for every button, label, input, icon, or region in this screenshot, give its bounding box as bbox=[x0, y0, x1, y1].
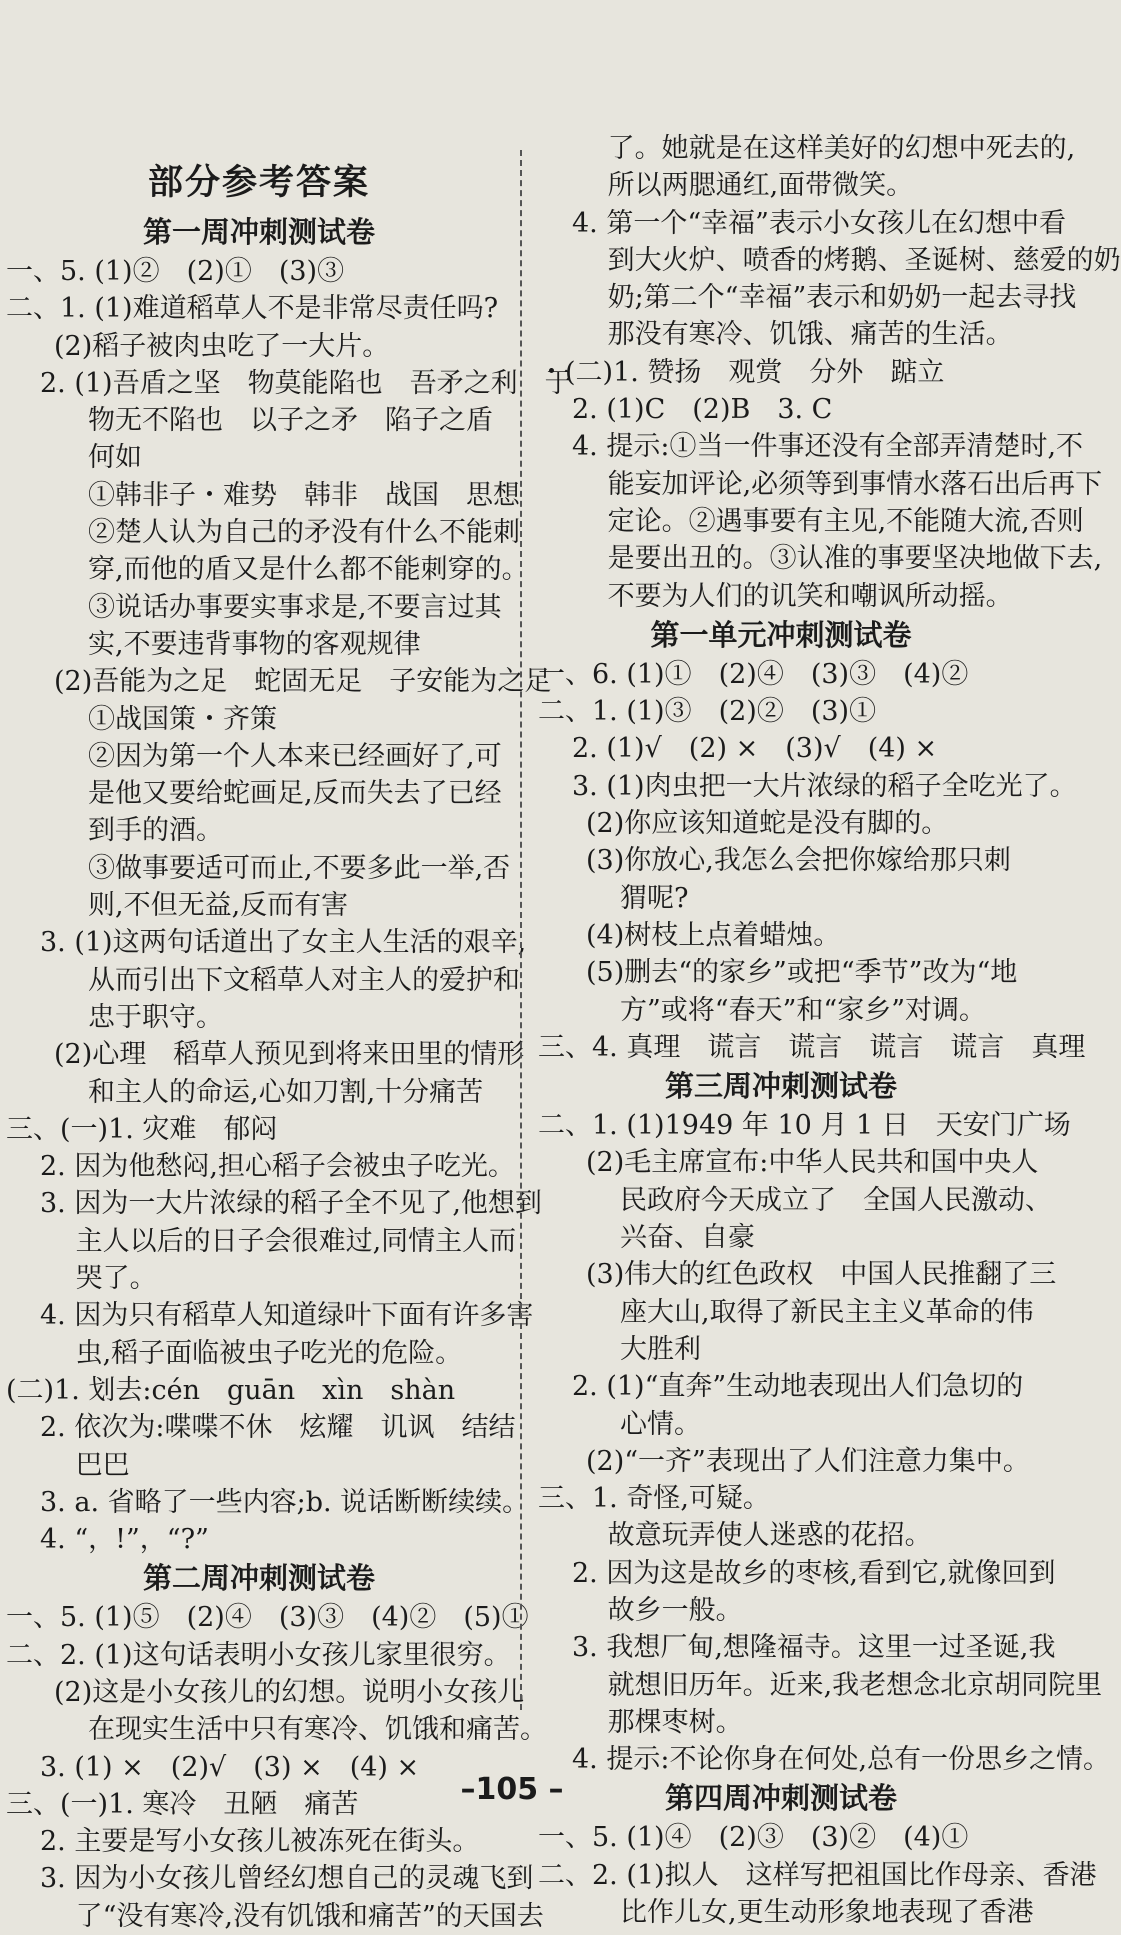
answer-line: 三、4. 真理 谎言 谎言 谎言 谎言 真理 bbox=[538, 1031, 1086, 1063]
answer-line: 所以两腮通红,面带微笑。 bbox=[572, 170, 914, 202]
answer-line: 穿,而他的盾又是什么都不能刺穿的。 bbox=[88, 554, 529, 586]
answer-line: 那没有寒冷、饥饿、痛苦的生活。 bbox=[572, 319, 1013, 351]
page-title: 部分参考答案 bbox=[147, 163, 370, 203]
section-heading: 第二周冲刺测试卷 bbox=[142, 1561, 375, 1596]
answer-line: 心情。 bbox=[620, 1408, 701, 1440]
answer-line: 二、2. (1)拟人 这样写把祖国比作母亲、香港 bbox=[538, 1859, 1097, 1891]
answer-line: 奶;第二个“幸福”表示和奶奶一起去寻找 bbox=[572, 282, 1077, 314]
answer-line: 就想旧历年。近来,我老想念北京胡同院里 bbox=[572, 1669, 1103, 1701]
answer-line: 4. 提示:①当一件事还没有全部弄清楚时,不 bbox=[572, 431, 1084, 463]
answer-line: 忠于职守。 bbox=[88, 1001, 223, 1033]
answer-line: 民政府今天成立了 全国人民激动、 bbox=[620, 1184, 1052, 1216]
answer-line: 了。她就是在这样美好的幻想中死去的, bbox=[572, 133, 1076, 164]
answer-line: 3. 因为小女孩儿曾经幻想自己的灵魂飞到 bbox=[40, 1863, 534, 1895]
answer-line: 二、2. (1)这句话表明小女孩儿家里很穷。 bbox=[6, 1639, 511, 1671]
right-column bbox=[538, 130, 1121, 1931]
section-heading: 第一单元冲刺测试卷 bbox=[650, 617, 912, 652]
answer-line: 一、6. (1)① (2)④ (3)③ (4)② bbox=[538, 658, 969, 690]
answer-line: (2)“一齐”表现出了人们注意力集中。 bbox=[586, 1445, 1030, 1477]
right-column-body bbox=[538, 130, 1121, 1931]
answer-line: 从而引出下文稻草人对主人的爱护和 bbox=[88, 964, 520, 996]
answer-line: (3)伟大的红色政权 中国人民推翻了三 bbox=[586, 1259, 1057, 1291]
answer-line: 4. “，!”，“?” bbox=[40, 1524, 209, 1556]
left-column bbox=[6, 132, 572, 1935]
answer-line: ①韩非子・难势 韩非 战国 思想 bbox=[88, 479, 520, 511]
answer-line: 三、(一)1. 灾难 郁闷 bbox=[6, 1113, 278, 1145]
answer-line: 和主人的命运,心如刀割,十分痛苦 bbox=[88, 1076, 484, 1108]
answer-line: 故乡一般。 bbox=[572, 1594, 743, 1626]
answer-line: 2. (1)“直奔”生动地表现出人们急切的 bbox=[572, 1371, 1024, 1403]
answer-line: 2. (1)C (2)B 3. C bbox=[572, 394, 833, 426]
answer-line: ②楚人认为自己的矛没有什么不能刺 bbox=[88, 517, 520, 549]
answer-line: ①战国策・齐策 bbox=[88, 703, 277, 735]
answer-line: (2)毛主席宣布:中华人民共和国中央人 bbox=[586, 1147, 1039, 1179]
answer-line: 故意玩弄使人迷惑的花招。 bbox=[572, 1520, 932, 1552]
answer-line: 2. 主要是写小女孩儿被冻死在街头。 bbox=[40, 1826, 480, 1858]
answer-line: 不要为人们的讥笑和嘲讽所动摇。 bbox=[572, 580, 1013, 612]
answer-line: 哭了。 bbox=[40, 1263, 157, 1295]
left-column-body bbox=[6, 212, 572, 1935]
answer-line: 4. 第一个“幸福”表示小女孩儿在幻想中看 bbox=[572, 207, 1066, 239]
answer-line: (2)你应该知道蛇是没有脚的。 bbox=[586, 808, 949, 840]
answer-line: 2. (1)吾盾之坚 物莫能陷也 吾矛之利 于 bbox=[40, 367, 572, 399]
answer-line: (2)这是小女孩儿的幻想。说明小女孩儿 bbox=[54, 1676, 525, 1708]
answer-line: ③说话办事要实事求是,不要言过其 bbox=[88, 591, 502, 623]
answer-line: ②因为第一个人本来已经画好了,可 bbox=[88, 740, 502, 772]
answer-line: 物无不陷也 以子之矛 陷子之盾 bbox=[88, 405, 493, 437]
answer-line: 比作儿女,更生动形象地表现了香港 bbox=[620, 1897, 1034, 1929]
answer-line: (二)1. 划去:cén guān xìn shàn bbox=[6, 1374, 456, 1406]
answer-line: 3. (1)这两句话道出了女主人生活的艰辛, bbox=[40, 927, 527, 959]
answer-line: 何如 bbox=[88, 442, 142, 474]
answer-line: 一、5. (1)④ (2)③ (3)② (4)① bbox=[538, 1822, 969, 1854]
answer-line: 4. 提示:不论你身在何处,总有一份思乡之情。 bbox=[572, 1744, 1111, 1776]
answer-line: (4)树枝上点着蜡烛。 bbox=[586, 919, 841, 951]
answer-line: 二、1. (1)1949 年 10 月 1 日 天安门广场 bbox=[538, 1110, 1071, 1142]
answer-line: 4. 因为只有稻草人知道绿叶下面有许多害 bbox=[40, 1300, 534, 1332]
answer-line: 二、1. (1)③ (2)② (3)① bbox=[538, 696, 877, 728]
answer-line: 大胜利 bbox=[620, 1333, 701, 1365]
answer-line: 一、5. (1)⑤ (2)④ (3)③ (4)② (5)① bbox=[6, 1602, 529, 1634]
answer-line: (2)吾能为之足 蛇固无足 子安能为之足 bbox=[54, 666, 552, 698]
answer-line: (2)心理 稻草人预见到将来田里的情形 bbox=[54, 1039, 525, 1071]
section-heading: 第四周冲刺测试卷 bbox=[664, 1781, 897, 1816]
answer-line: 能妄加评论,必须等到事情水落石出后再下 bbox=[572, 468, 1103, 500]
answer-line: 三、1. 奇怪,可疑。 bbox=[538, 1483, 770, 1515]
answer-line: 是他又要给蛇画足,反而失去了已经 bbox=[88, 778, 502, 810]
section-heading: 第三周冲刺测试卷 bbox=[664, 1069, 897, 1104]
answer-line: 座大山,取得了新民主主义革命的伟 bbox=[620, 1296, 1034, 1328]
answer-line: 2. 因为他愁闷,担心稻子会被虫子吃光。 bbox=[40, 1151, 515, 1183]
section-heading: 第一周冲刺测试卷 bbox=[142, 215, 375, 249]
answer-line: 实,不要违背事物的客观规律 bbox=[88, 628, 421, 660]
answer-line: 二、1. (1)难道稻草人不是非常尽责任吗? bbox=[6, 293, 499, 325]
answer-line: 3. 因为一大片浓绿的稻子全不见了,他想到 bbox=[40, 1188, 542, 1220]
answer-line: (5)删去“的家乡”或把“季节”改为“地 bbox=[586, 957, 1018, 989]
answer-line: 巴巴 bbox=[40, 1449, 130, 1481]
answer-line: 兴奋、自豪 bbox=[620, 1222, 755, 1254]
answer-line: 则,不但无益,反而有害 bbox=[88, 890, 349, 922]
answer-line: 是要出丑的。③认准的事要坚决地做下去, bbox=[572, 543, 1103, 575]
answer-line: 三、(一)1. 寒冷 丑陋 痛苦 bbox=[6, 1788, 359, 1820]
column-divider bbox=[520, 150, 522, 1710]
answer-line: 到手的酒。 bbox=[88, 815, 223, 847]
answer-line: 3. a. 省略了一些内容;b. 说话断断续续。 bbox=[40, 1486, 530, 1518]
answer-line: 2. 因为这是故乡的枣核,看到它,就像回到 bbox=[572, 1557, 1056, 1589]
answer-line: (3)你放心,我怎么会把你嫁给那只刺 bbox=[586, 845, 1011, 877]
answer-line: 3. 我想厂甸,想隆福寺。这里一过圣诞,我 bbox=[572, 1632, 1056, 1664]
answer-line: 2. 依次为:喋喋不休 炫耀 讥讽 结结 bbox=[40, 1412, 516, 1444]
answer-line: 3. (1) × (2)√ (3) × (4) × bbox=[40, 1751, 420, 1783]
answer-line: 一、5. (1)② (2)① (3)③ bbox=[6, 256, 345, 287]
answer-line: 在现实生活中只有寒冷、饥饿和痛苦。 bbox=[88, 1714, 547, 1746]
answer-line: 2. (1)√ (2) × (3)√ (4) × bbox=[572, 733, 938, 765]
answer-line: 猬呢? bbox=[620, 882, 689, 914]
answer-line: (2)稻子被肉虫吃了一大片。 bbox=[54, 330, 390, 362]
answer-line: 那棵枣树。 bbox=[572, 1706, 743, 1738]
answer-line: 主人以后的日子会很难过,同情主人而 bbox=[40, 1225, 517, 1257]
page-number: –105 – bbox=[460, 1772, 564, 1807]
answer-line: 3. (1)肉虫把一大片浓绿的稻子全吃光了。 bbox=[572, 770, 1077, 802]
answer-line: 到大火炉、喷香的烤鹅、圣诞树、慈爱的奶 bbox=[572, 244, 1121, 276]
answer-line: 方”或将“春天”和“家乡”对调。 bbox=[620, 994, 987, 1026]
answer-line: 了“没有寒冷,没有饥饿和痛苦”的天国去 bbox=[40, 1900, 544, 1932]
answer-line: 虫,稻子面临被虫子吃光的危险。 bbox=[40, 1337, 463, 1369]
answer-line: ・(二)1. 赞扬 观赏 分外 踮立 bbox=[538, 356, 945, 388]
answer-line: ③做事要适可而止,不要多此一举,否 bbox=[88, 852, 511, 884]
answer-line: 定论。②遇事要有主见,不能随大流,否则 bbox=[572, 505, 1084, 537]
